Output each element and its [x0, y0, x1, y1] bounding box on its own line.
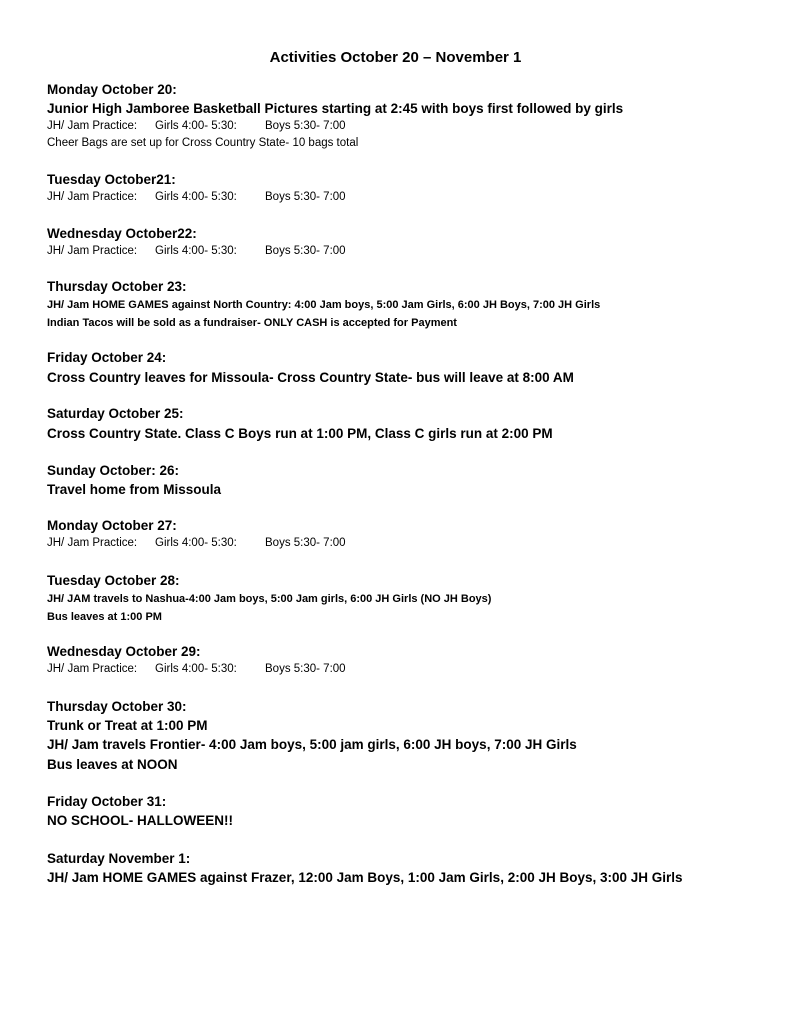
day-heading: Thursday October 30: — [47, 699, 187, 714]
practice-boys: Boys 5:30- 7:00 — [265, 245, 346, 257]
day-heading: Thursday October 23: — [47, 279, 187, 294]
event-line: JH/ Jam HOME GAMES against Frazer, 12:00 Jam Boys, 1:00 Jam Girls, 2:00 JH Boys, 3:00 JH Girls — [47, 870, 683, 885]
practice-label: JH/ Jam Practice: — [47, 191, 138, 203]
event-line: Junior High Jamboree Basketball Pictures starting at 2:45 with boys first followed by girls — [47, 101, 624, 116]
event-line: Bus leaves at NOON — [47, 757, 178, 772]
practice-girls: Girls 4:00- 5:30: — [155, 663, 237, 675]
practice-label: JH/ Jam Practice: — [47, 120, 138, 132]
practice-girls: Girls 4:00- 5:30: — [155, 537, 237, 549]
event-line: JH/ JAM travels to Nashua-4:00 Jam boys, 5:00 Jam girls, 6:00 JH Girls (NO JH Boys) — [47, 593, 492, 605]
practice-girls: Girls 4:00- 5:30: — [155, 120, 237, 132]
day-heading: Wednesday October22: — [47, 226, 197, 241]
event-line: Trunk or Treat at 1:00 PM — [47, 718, 208, 733]
event-line: Cheer Bags are set up for Cross Country State- 10 bags total — [47, 137, 359, 149]
day-heading: Saturday October 25: — [47, 406, 184, 421]
day-heading: Friday October 31: — [47, 794, 167, 809]
practice-girls: Girls 4:00- 5:30: — [155, 191, 237, 203]
event-line: Travel home from Missoula — [47, 482, 222, 497]
practice-boys: Boys 5:30- 7:00 — [265, 191, 346, 203]
day-heading: Monday October 20: — [47, 82, 177, 97]
event-line: Bus leaves at 1:00 PM — [47, 611, 162, 623]
event-line: Indian Tacos will be sold as a fundraiser- ONLY CASH is accepted for Payment — [47, 317, 457, 329]
day-heading: Saturday November 1: — [47, 851, 191, 866]
practice-boys: Boys 5:30- 7:00 — [265, 537, 346, 549]
event-line: Cross Country leaves for Missoula- Cross Country State- bus will leave at 8:00 AM — [47, 370, 574, 385]
page-title: Activities October 20 – November 1 — [269, 49, 522, 66]
practice-boys: Boys 5:30- 7:00 — [265, 120, 346, 132]
day-heading: Wednesday October 29: — [47, 644, 201, 659]
day-heading: Tuesday October 28: — [47, 573, 180, 588]
event-line: JH/ Jam HOME GAMES against North Country: 4:00 Jam boys, 5:00 Jam Girls, 6:00 JH Boys, 7:00 JH Girls — [47, 299, 601, 311]
event-line: JH/ Jam travels Frontier- 4:00 Jam boys, 5:00 jam girls, 6:00 JH boys, 7:00 JH Girls — [47, 737, 577, 752]
practice-line — [47, 120, 346, 132]
event-line: Cross Country State. Class C Boys run at 1:00 PM, Class C girls run at 2:00 PM — [47, 426, 553, 441]
practice-line — [47, 191, 346, 203]
practice-label: JH/ Jam Practice: — [47, 663, 138, 675]
practice-line — [47, 245, 346, 257]
practice-boys: Boys 5:30- 7:00 — [265, 663, 346, 675]
practice-label: JH/ Jam Practice: — [47, 537, 138, 549]
day-heading: Sunday October: 26: — [47, 463, 180, 478]
event-line: NO SCHOOL- HALLOWEEN!! — [47, 813, 233, 828]
practice-line — [47, 663, 346, 675]
day-heading: Friday October 24: — [47, 350, 167, 365]
practice-label: JH/ Jam Practice: — [47, 245, 138, 257]
practice-line — [47, 537, 346, 549]
practice-girls: Girls 4:00- 5:30: — [155, 245, 237, 257]
day-heading: Monday October 27: — [47, 518, 177, 533]
day-heading: Tuesday October21: — [47, 172, 176, 187]
